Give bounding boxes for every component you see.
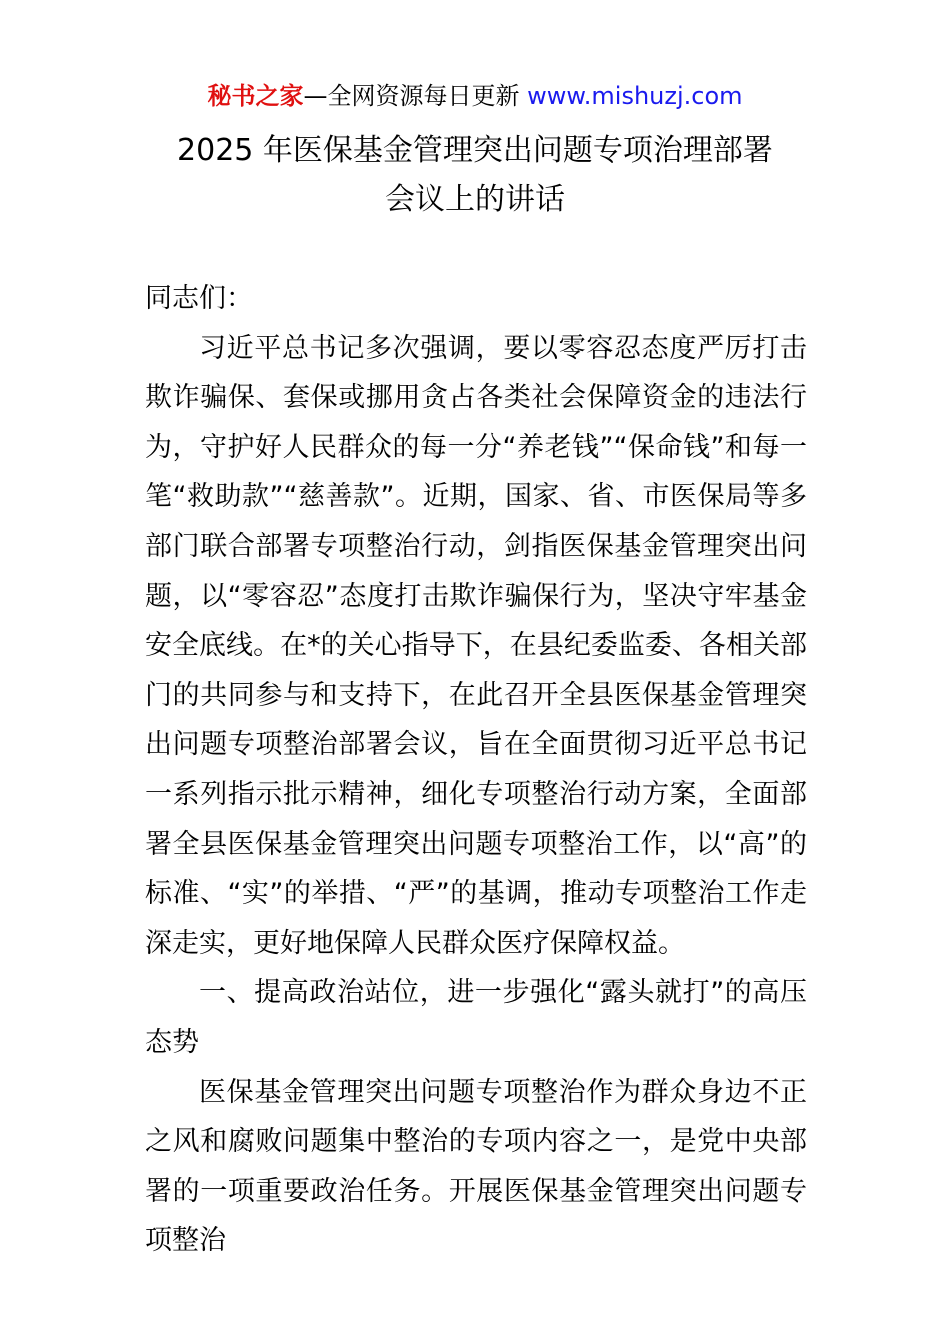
paragraph-section-1: 医保基金管理突出问题专项整治作为群众身边不正之风和腐败问题集中整治的专项内容之一，是党中央部署的一项重要政治任务。开展医保基金管理突出问题专项整治 — [145, 1076, 807, 1257]
site-url-link[interactable]: www.mishuzj.com — [527, 82, 743, 110]
brand-name: 秘书之家 — [207, 82, 304, 110]
section-heading-1: 一、提高政治站位，进一步强化“露头就打”的高压态势 — [145, 977, 807, 1058]
site-header — [0, 80, 950, 112]
paragraph-intro: 习近平总书记多次强调，要以零容忍态度严厉打击欺诈骗保、套保或挪用贪占各类社会保障资金的违法行为，守护好人民群众的每一分“养老钱”“保命钱”和每一笔“救助款”“慈善款”。近期，国家、省、市医保局等多部门联合部署专项整治行动，剑指医保基金管理突出问题，以“零容忍”态度打击欺诈骗保行为，坚决守牢基金安全底线。在*的关心指导下，在县纪委监委、各相关部门的共同参与和支持下，在此召开全县医保基金管理突出问题专项整治部署会议，旨在全面贯彻习近平总书记一系列指示批示精神，细化专项整治行动方案，全面部署全县医保基金管理突出问题专项整治工作，以“高”的标准、“实”的举措、“严”的基调，推动专项整治工作走深走实，更好地保障人民群众医疗保障权益。 — [145, 332, 807, 959]
title-line-2: 会议上的讲话 — [385, 182, 565, 217]
document-body — [145, 274, 807, 1266]
header-tagline: —全网资源每日更新 — [303, 82, 528, 110]
document-title — [0, 126, 950, 224]
salutation: 同志们： — [145, 283, 253, 314]
title-line-1: 2025 年医保基金管理突出问题专项治理部署 — [177, 133, 773, 168]
